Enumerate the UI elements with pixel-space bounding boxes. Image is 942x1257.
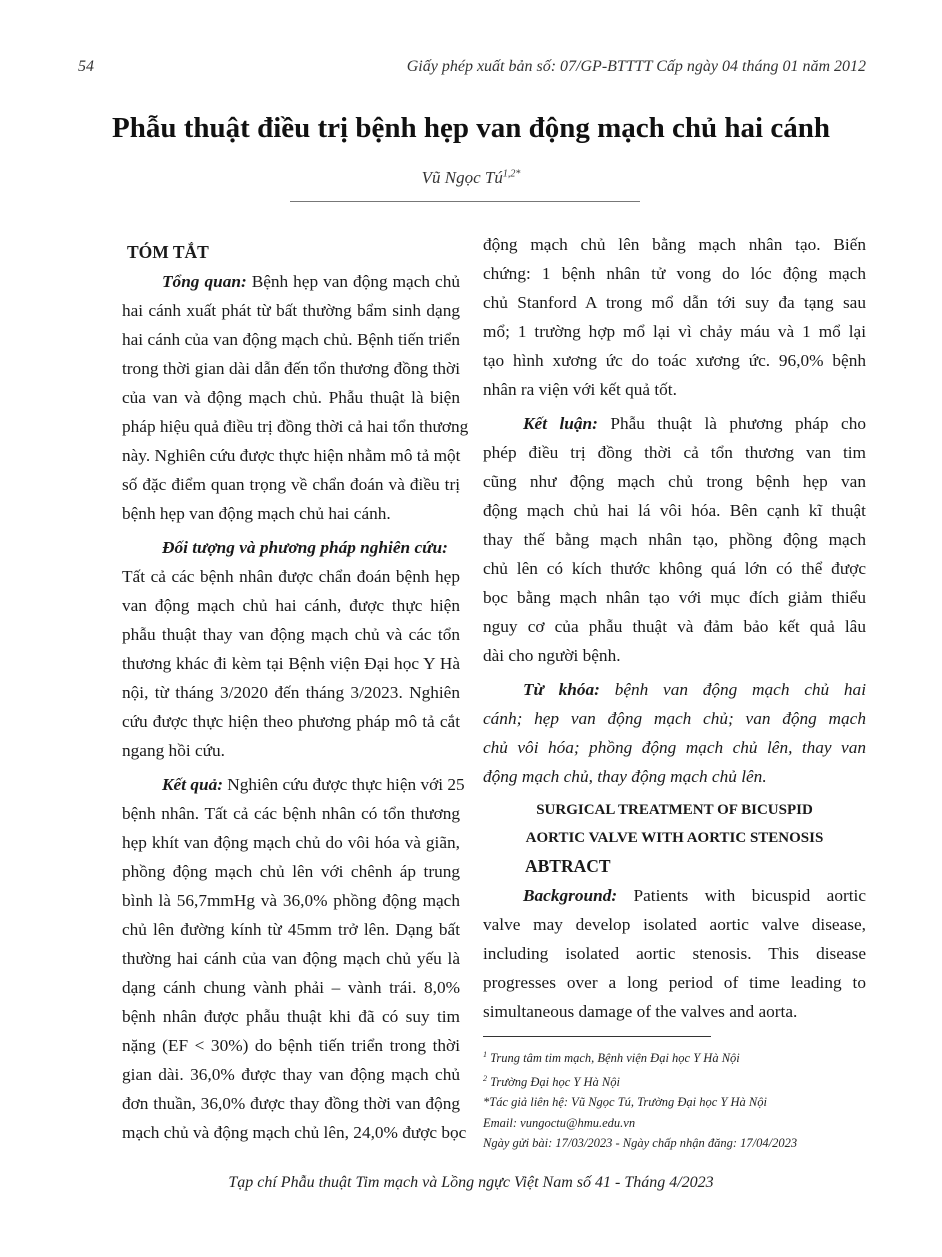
line-text: cánh; hẹp van động mạch chủ; van động mạch (483, 709, 866, 728)
title-divider (290, 201, 640, 202)
text-line (122, 325, 460, 354)
line-text: trong thời gian dài dẫn đến tổn thương đồng thời (122, 359, 460, 378)
text-line (122, 1002, 460, 1031)
paragraph (483, 881, 866, 1026)
text-line (122, 499, 460, 528)
line-text: cứu được thực hiện theo phương pháp mô tả cắt (122, 712, 460, 731)
line-text: gian dài. 36,0% được thay van động mạch chủ (122, 1065, 460, 1084)
footnote-text: Trung tâm tim mạch, Bệnh viện Đại học Y Hà Nội (487, 1051, 740, 1066)
text-line (483, 939, 866, 968)
line-text: nguy cơ của phẫu thuật và đảm bảo kết quả lâu (483, 617, 866, 636)
footnote (483, 1045, 797, 1069)
text-line (122, 1118, 467, 1147)
paragraph (122, 770, 467, 1147)
text-line: động mạch chủ lên bằng mạch nhân tạo. Biến (483, 235, 866, 254)
paragraph-lead: Đối tượng và phương pháp nghiên cứu: (162, 538, 448, 557)
line-text: nội, từ tháng 3/2020 đến tháng 3/2023. Nghiên (122, 683, 460, 702)
footnotes (483, 1045, 797, 1154)
text-line (122, 1060, 460, 1089)
text-line (122, 1031, 460, 1060)
license-header: Giấy phép xuất bản số: 07/GP-BTTTT Cấp ngày 04 tháng 01 năm 2012 (406, 58, 866, 75)
paragraph (483, 409, 866, 670)
footnote-divider (483, 1036, 711, 1037)
line-text: bình là 56,7mmHg và 36,0% phồng động mạch (122, 891, 460, 910)
text-line (122, 354, 460, 383)
footnote (483, 1069, 797, 1093)
line-text: Tất cả các bệnh nhân được chẩn đoán bệnh hẹp (122, 567, 460, 586)
right-column (483, 230, 866, 1031)
abstract-heading-vi: TÓM TẮT (127, 242, 209, 262)
line-text: hai cánh xuất phát từ bất thường bẩm sinh dạng (122, 301, 460, 320)
text-line (122, 886, 460, 915)
paragraph-lead: Kết quả: (162, 775, 223, 794)
line-text: bệnh van động mạch chủ hai (599, 680, 866, 699)
text-line (483, 554, 866, 583)
text-line: mổ; 1 trường hợp mổ lại vì chảy máu và 1 mổ lại (483, 322, 866, 341)
paragraph (122, 533, 460, 765)
line-text: chủ vôi hóa; phồng động mạch chủ lên, thay van (483, 738, 866, 757)
text-line (122, 296, 460, 325)
line-text: including isolated aortic stenosis. This disease (483, 944, 866, 963)
text-line (483, 704, 866, 733)
text-line (483, 438, 866, 467)
text-line (122, 267, 460, 296)
text-line (483, 675, 866, 704)
text-line (122, 770, 465, 799)
text-line (122, 944, 460, 973)
text-line (122, 591, 460, 620)
line-text: Patients with bicuspid aortic (617, 886, 866, 905)
line-text: simultaneous damage of the valves and aorta. (483, 1002, 798, 1021)
footnote (483, 1113, 797, 1134)
footnote-text: Email: vungoctu@hmu.edu.vn (483, 1115, 636, 1130)
line-text: động mạch chủ, thay động mạch chủ lên. (483, 767, 767, 786)
text-line (122, 562, 460, 591)
line-text: chủ lên đường kính từ 45mm trở lên. Dạng bất (122, 920, 460, 939)
text-line (483, 910, 866, 939)
footnote-text: Trường Đại học Y Hà Nội (487, 1074, 620, 1089)
footnote (483, 1092, 797, 1113)
author-affiliation: 1,2* (502, 168, 521, 180)
line-text: thương khác đi kèm tại Bệnh viện Đại học Y Hà (122, 654, 460, 673)
text-line (122, 707, 460, 736)
text-line (483, 641, 866, 670)
paragraph-lead: Background: (523, 886, 618, 905)
page-number: 54 (78, 58, 94, 75)
text-line (122, 470, 460, 499)
line-text: này. Nghiên cứu được thực hiện nhằm mô tả một (122, 446, 461, 465)
line-text: bệnh nhân. Tất cả các bệnh nhân có tổn thương (122, 804, 460, 823)
text-line (122, 799, 460, 828)
text-line (483, 409, 866, 438)
english-title-line: SURGICAL TREATMENT OF BICUSPID (536, 802, 813, 818)
line-text: progresses over a long period of time leading to (483, 973, 866, 992)
line-text: pháp hiệu quả điều trị đồng thời cả hai tổn thương (122, 417, 469, 436)
footnote-mark: 2 (483, 1073, 487, 1083)
text-line (483, 525, 866, 554)
line-text: hai cánh của van động mạch chủ. Bệnh tiến triển (122, 330, 460, 349)
line-text: van động mạch chủ hai cánh, được thực hiện (122, 596, 460, 615)
text-line: nhân ra viện với kết quả tốt. (483, 380, 677, 399)
author (0, 168, 942, 188)
text-line (483, 496, 866, 525)
text-line (122, 441, 460, 470)
paragraph-lead: Kết luận: (523, 414, 598, 433)
text-line (483, 881, 866, 910)
paragraph (122, 267, 469, 528)
line-text: phép điều trị đồng thời cả tổn thương van tim (483, 443, 866, 462)
line-text: dài cho người bệnh. (483, 646, 621, 665)
text-line (122, 620, 460, 649)
line-text: mạch chủ và động mạch chủ lên, 24,0% được bọc (122, 1123, 467, 1142)
line-text: Bệnh hẹp van động mạch chủ (246, 272, 460, 291)
line-text: dạng cánh chung vành phải – vành trái. 8,0% (122, 978, 460, 997)
line-text: đơn thuần, 36,0% được thay đồng thời van động (122, 1094, 460, 1113)
line-text: phẫu thuật thay van động mạch chủ và các tổn (122, 625, 460, 644)
footnote-text: Ngày gửi bài: 17/03/2023 - Ngày chấp nhận đăng: 17/04/2023 (483, 1136, 798, 1151)
text-line (122, 649, 460, 678)
line-text: động mạch chủ hai lá vôi hóa. Bên cạnh kĩ thuật (483, 501, 866, 520)
author-name: Vũ Ngọc Tú (421, 168, 503, 187)
paragraph (483, 675, 866, 791)
paragraph-lead: Từ khóa: (523, 680, 600, 699)
line-text: phồng động mạch chủ lên với chênh áp trung (122, 862, 460, 881)
text-line: chứng: 1 bệnh nhân tử vong do lóc động mạch (483, 264, 866, 283)
text-line: tạo hình xương ức do toác xương ức. 96,0% bệnh (483, 351, 866, 370)
text-line (483, 968, 866, 997)
text-line (122, 412, 469, 441)
line-text: cũng như động mạch chủ trong bệnh hẹp van (483, 472, 866, 491)
text-line (122, 533, 460, 562)
line-text: số đặc điểm quan trọng về chẩn đoán và điều trị (122, 475, 460, 494)
line-text: Nghiên cứu được thực hiện với 25 (222, 775, 465, 794)
line-text: bệnh nhân được phẫu thuật khi đã có suy tim (122, 1007, 460, 1026)
line-text: nặng (EF < 30%) do bệnh tiến triển trong thời (122, 1036, 460, 1055)
abstract-heading-en: ABTRACT (525, 856, 611, 876)
text-line (483, 467, 866, 496)
line-text: ngang hồi cứu. (122, 741, 225, 760)
line-text: Phẫu thuật là phương pháp cho (597, 414, 866, 433)
text-line (483, 997, 866, 1026)
text-line (122, 828, 460, 857)
english-title-line: AORTIC VALVE WITH AORTIC STENOSIS (525, 830, 824, 846)
line-text: bọc bằng mạch nhân tạo với mục đích giảm thiểu (483, 588, 866, 607)
line-text: chủ lên có kích thước không quá lớn có thể được (483, 559, 866, 578)
paragraph-lead: Tổng quan: (162, 272, 247, 291)
text-line (122, 678, 460, 707)
text-line (483, 612, 866, 641)
line-text: thay thế bằng mạch nhân tạo, phồng động mạch (483, 530, 866, 549)
text-line (483, 762, 866, 791)
text-line (122, 857, 460, 886)
text-line (122, 915, 460, 944)
line-text: bệnh hẹp van động mạch chủ hai cánh. (122, 504, 391, 523)
text-line: chủ Stanford A trong mổ dẫn tới suy đa tạng sau (483, 293, 866, 312)
line-text: của van và động mạch chủ. Phẫu thuật là biện (122, 388, 460, 407)
footnote (483, 1133, 797, 1154)
left-column (122, 238, 469, 1152)
paragraph (483, 230, 866, 404)
journal-footer: Tạp chí Phẫu thuật Tim mạch và Lồng ngực Việt Nam số 41 - Tháng 4/2023 (228, 1174, 714, 1191)
text-line (122, 383, 460, 412)
line-text: hẹp khít van động mạch chủ do vôi hóa và giãn, (122, 833, 460, 852)
line-text: valve may develop isolated aortic valve disease, (483, 915, 866, 934)
footnote-mark: 1 (483, 1050, 487, 1059)
line-text: thường hai cánh của van động mạch chủ yếu là (122, 949, 460, 968)
text-line (122, 736, 460, 765)
article-title: Phẫu thuật điều trị bệnh hẹp van động mạch chủ hai cánh (112, 112, 830, 144)
text-line (483, 583, 866, 612)
text-line (122, 973, 460, 1002)
text-line (122, 1089, 460, 1118)
footnote-text: *Tác giả liên hệ: Vũ Ngọc Tú, Trường Đại học Y Hà Nội (483, 1095, 767, 1110)
text-line (483, 733, 866, 762)
